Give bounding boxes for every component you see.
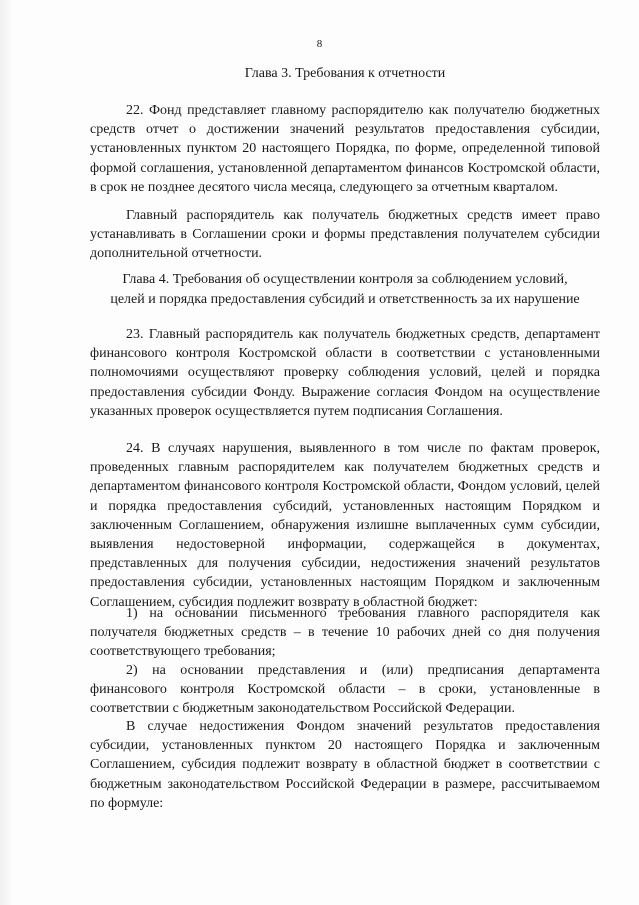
chapter-4-title-line-1: Глава 4. Требования об осуществлении контроля за соблюдением условий, bbox=[122, 272, 568, 287]
paragraph-22: 22. Фонд представляет главному распорядителю как получателю бюджетных средств отчет о достижении значений результатов предоставления субсидии, установленных пунктом 20 настоящего Порядка, по форме, определенной типовой формой соглашения, установленной департаментом финансов Костромской области, в срок не позднее десятого числа месяца, следующего за отчетным кварталом. bbox=[90, 103, 600, 195]
page-number: 8 bbox=[316, 38, 323, 50]
chapter-3-title: Глава 3. Требования к отчетности bbox=[244, 66, 446, 81]
paragraph-24-item-1: 1) на основании письменного требования главного распорядителя как получателя бюджетных средств – в течение 10 рабочих дней со дня получения соответствующего требования; bbox=[90, 606, 600, 660]
scan-edge-shadow bbox=[0, 0, 14, 905]
paragraph-24-item-2: 2) на основании представления и (или) предписания департамента финансового контроля Костромской области – в сроки, установленные в соответствии с бюджетным законодательством Российской Федерации. bbox=[90, 663, 600, 717]
chapter-4-title bbox=[80, 270, 610, 310]
paragraph-24: 24. В случаях нарушения, выявленного в том числе по фактам проверок, проведенных главным распорядителем как получателем бюджетных средств и департаментом финансового контроля Костромской области, Фондом условий, целей и порядка предоставления субсидий, установленных настоящим Порядком и заключенным Соглашением, обнаружения излишне выплаченных сумм субсидии, выявления недостоверной информации, содержащейся в документах, представленных для получения субсидии, недостижения значений результатов предоставления субсидии, установленных настоящим Порядком и заключенным Соглашением, субсидия подлежит возврату в областной бюджет: bbox=[90, 441, 600, 610]
paragraph-23: 23. Главный распорядитель как получатель бюджетных средств, департамент финансового контроля Костромской области в соответствии с установленными полномочиями осуществляют проверку соблюдения условий, целей и порядка предоставления субсидии Фонду. Выражение согласия Фондом на осуществление указанных проверок осуществляется путем подписания Соглашения. bbox=[90, 327, 600, 419]
paragraph-24-formula-intro: В случае недостижения Фондом значений результатов предоставления субсидии, установленных пунктом 20 настоящего Порядка и заключенным Соглашением, субсидия подлежит возврату в областной бюджет в соответствии с бюджетным законодательством Российской Федерации в размере, рассчитываемом по формуле: bbox=[90, 719, 600, 811]
chapter-4-title-line-2: целей и порядка предоставления субсидий и ответственность за их нарушение bbox=[110, 292, 580, 307]
paragraph-22-continued: Главный распорядитель как получатель бюджетных средств имеет право устанавливать в Соглашении сроки и формы представления получателем субсидии дополнительной отчетности. bbox=[90, 208, 600, 262]
